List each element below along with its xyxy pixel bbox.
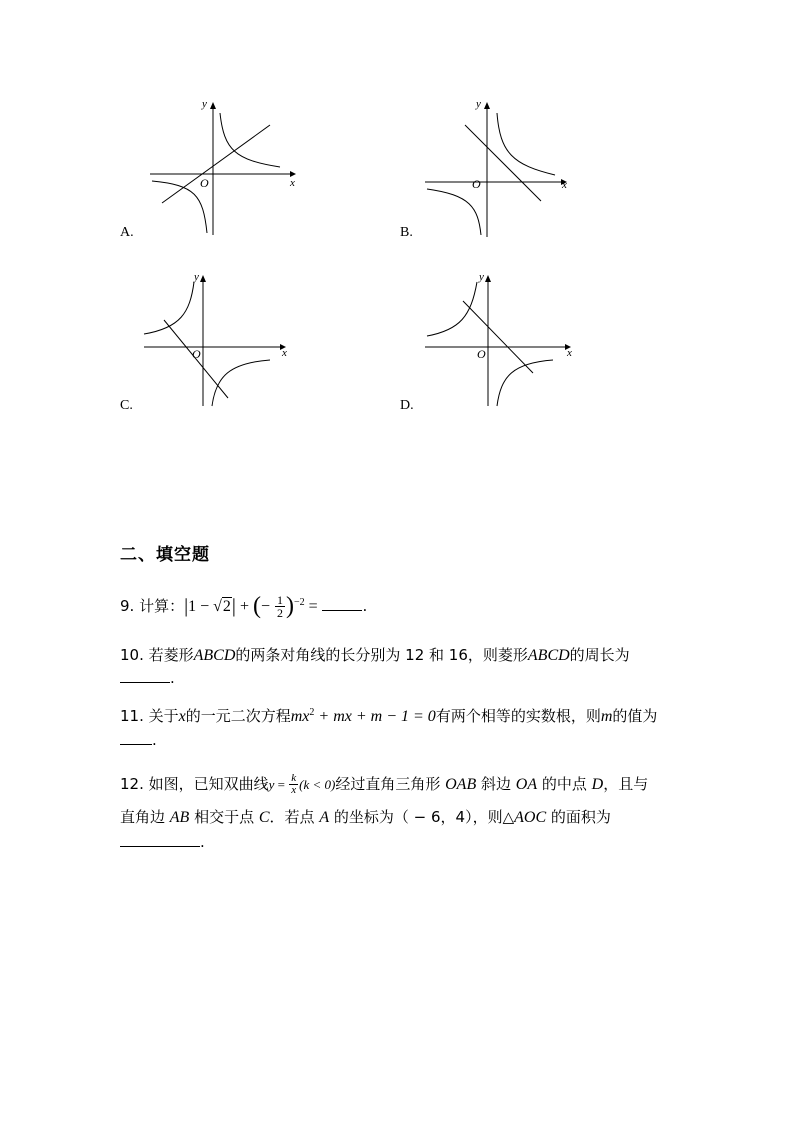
hyperbola-branch-2 xyxy=(427,189,481,235)
q11-text-2: 的一元二次方程 xyxy=(185,707,291,725)
q12-text-3: 斜边 xyxy=(476,775,516,793)
option-label-d: D. xyxy=(400,398,414,413)
paren-left: ( xyxy=(252,593,261,619)
graph-b-svg xyxy=(415,95,585,240)
q9-fraction-num: 1 xyxy=(277,593,283,607)
q9-one: 1 xyxy=(188,598,197,615)
q12-d: D xyxy=(591,776,604,793)
y-arrow xyxy=(210,102,216,109)
question-12 xyxy=(120,773,648,796)
q11-answer-blank[interactable] xyxy=(120,730,152,745)
x-label: x xyxy=(567,347,572,359)
q11-eq-a: mx xyxy=(290,708,310,725)
q9-fraction xyxy=(275,594,285,619)
q12-c: C xyxy=(258,809,270,826)
question-12-line-3 xyxy=(120,832,205,851)
q10-end: . xyxy=(170,669,175,687)
q11-eq-b: + mx + m − 1 = 0 xyxy=(314,708,436,725)
q12-text-1: 12. 如图，已知双曲线 xyxy=(120,775,269,793)
origin-label: O xyxy=(192,347,201,361)
q12-y: y xyxy=(268,777,275,792)
question-11-line-2 xyxy=(120,730,157,749)
hyperbola-branch-2 xyxy=(152,181,207,233)
q12-text-10: 的面积为 xyxy=(546,808,611,826)
q9-fraction-den: 2 xyxy=(277,606,283,620)
straight-line xyxy=(162,125,270,203)
q12-oa: OA xyxy=(515,776,538,793)
origin-label: O xyxy=(200,176,209,190)
question-10 xyxy=(120,644,630,665)
option-label-c: C. xyxy=(120,398,133,413)
q12-text-7: 相交于点 xyxy=(189,808,259,826)
q12-condition: (k < 0) xyxy=(299,777,336,792)
question-10-line-2 xyxy=(120,668,175,687)
q9-end: . xyxy=(362,597,368,615)
y-label: y xyxy=(479,271,484,283)
y-label: y xyxy=(194,271,199,283)
q11-m: m xyxy=(600,708,613,725)
origin-label: O xyxy=(472,177,481,191)
x-label: x xyxy=(562,179,567,191)
q12-aoc: AOC xyxy=(514,809,547,826)
q12-fraction xyxy=(289,773,298,796)
q9-equals: = xyxy=(304,598,318,615)
y-arrow xyxy=(200,275,206,282)
q12-answer-blank[interactable] xyxy=(120,832,200,847)
q12-text-2: 经过直角三角形 xyxy=(335,775,446,793)
origin-label: O xyxy=(477,347,486,361)
q9-answer-blank[interactable] xyxy=(322,596,362,611)
y-label: y xyxy=(476,98,481,110)
q9-minus: − xyxy=(196,598,214,615)
graph-a-svg xyxy=(140,95,310,240)
q10-abcd-2: ABCD xyxy=(527,647,570,664)
hyperbola-branch-2 xyxy=(497,360,553,406)
graph-option-a xyxy=(120,95,310,240)
q11-x: x xyxy=(178,708,186,725)
q12-eqs: = xyxy=(274,777,289,792)
sqrt-symbol: √ xyxy=(213,598,222,615)
abs-bar-left: | xyxy=(184,595,189,617)
q10-abcd-1: ABCD xyxy=(193,647,236,664)
q12-text-5: ，且与 xyxy=(603,775,649,793)
question-12-line-2 xyxy=(120,806,611,827)
y-label: y xyxy=(202,98,207,110)
q12-end: . xyxy=(200,833,205,851)
q9-radicand: 2 xyxy=(222,598,231,615)
q11-text-3: 有两个相等的实数根，则 xyxy=(435,707,601,725)
hyperbola-branch-1 xyxy=(427,282,477,336)
graph-d-svg xyxy=(415,268,585,413)
abs-bar-right: | xyxy=(231,595,236,617)
graph-option-c xyxy=(120,268,310,413)
y-arrow xyxy=(485,275,491,282)
option-label-a: A. xyxy=(120,225,134,240)
q11-end: . xyxy=(152,731,157,749)
x-label: x xyxy=(290,177,295,189)
q12-text-4: 的中点 xyxy=(537,775,592,793)
graph-option-d xyxy=(400,268,585,413)
x-label: x xyxy=(282,347,287,359)
straight-line xyxy=(463,301,533,373)
paren-right: ) xyxy=(286,593,294,619)
q10-answer-blank[interactable] xyxy=(120,668,170,683)
question-11 xyxy=(120,705,657,726)
option-label-b: B. xyxy=(400,225,413,240)
q10-text-3: 的周长为 xyxy=(569,646,630,664)
section-title: 二、填空题 xyxy=(120,545,210,565)
q12-fraction-den: x xyxy=(291,784,297,796)
hyperbola-branch-2 xyxy=(212,360,270,406)
q9-prefix: 9. 计算： xyxy=(120,597,185,615)
q12-ab: AB xyxy=(169,809,190,826)
q12-text-9: 的坐标为（ − 6，4），则△ xyxy=(329,808,515,826)
q11-text-4: 的值为 xyxy=(612,707,658,725)
q11-text-1: 11. 关于 xyxy=(120,707,179,725)
q12-a: A xyxy=(319,809,330,826)
q12-oab: OAB xyxy=(445,776,477,793)
q11-square: 2 xyxy=(309,707,315,718)
y-arrow xyxy=(484,102,490,109)
q9-plus: + xyxy=(235,598,253,615)
q10-text-1: 10. 若菱形 xyxy=(120,646,194,664)
graph-c-svg xyxy=(140,268,310,413)
question-9 xyxy=(120,593,367,620)
q12-fraction-num: k xyxy=(291,772,297,784)
q9-neg: − xyxy=(260,598,274,615)
q12-text-8: ．若点 xyxy=(269,808,320,826)
q12-text-6: 直角边 xyxy=(120,808,170,826)
graph-option-b xyxy=(400,95,585,240)
q9-exponent: −2 xyxy=(294,597,305,608)
q10-text-2: 的两条对角线的长分别为 12 和 16，则菱形 xyxy=(235,646,528,664)
